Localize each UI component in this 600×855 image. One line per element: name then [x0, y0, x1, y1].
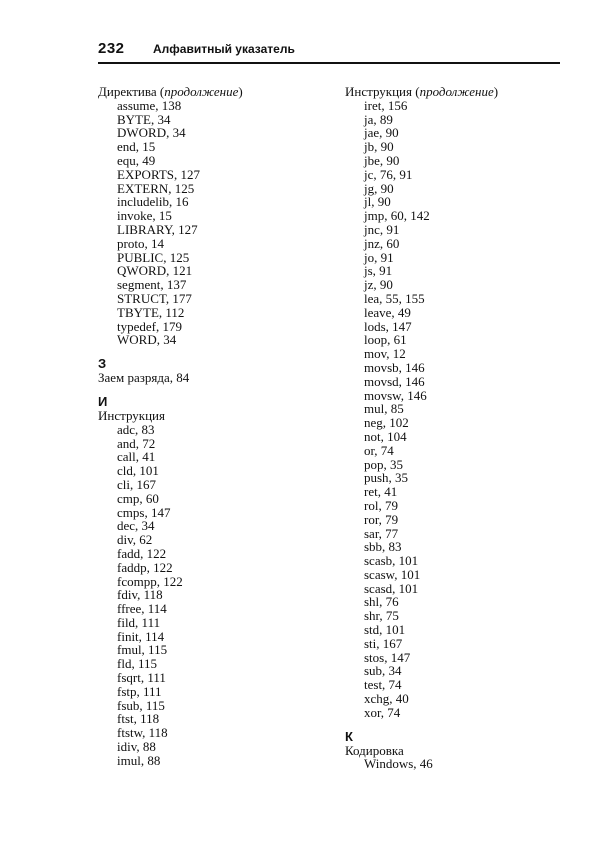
index-subentry: DWORD, 34: [117, 125, 186, 141]
index-subentry: WORD, 34: [117, 332, 177, 348]
index-subentry: Windows, 46: [364, 756, 433, 772]
index-subentry: movsd, 146: [364, 373, 425, 389]
index-subentry: shr, 75: [364, 608, 399, 624]
index-subentry: scasd, 101: [364, 580, 419, 596]
index-subentry: not, 104: [364, 428, 407, 444]
index-subentry: js, 91: [364, 263, 393, 279]
index-term: Директива: [98, 84, 157, 99]
continuation-note: продолжение: [419, 84, 494, 99]
index-entry: Инструкция: [98, 407, 165, 423]
index-subentry: jg, 90: [364, 180, 394, 196]
index-entry-continued: Директива (продолжение): [98, 84, 243, 99]
index-subentry: fstp, 111: [117, 683, 162, 699]
index-subentry: cld, 101: [117, 463, 159, 479]
index-subentry: rol, 79: [364, 497, 398, 513]
index-subentry: jbe, 90: [364, 152, 400, 168]
index-subentry: cli, 167: [117, 476, 156, 492]
index-subentry: sti, 167: [364, 635, 403, 651]
continuation-note: продолжение: [164, 84, 239, 99]
index-subentry: ftst, 118: [117, 711, 160, 727]
page-number: 232: [98, 40, 125, 57]
index-entry: Заем разряда, 84: [98, 370, 190, 386]
index-subentry: and, 72: [117, 435, 156, 451]
index-subentry: fmul, 115: [117, 642, 168, 658]
index-subentry: proto, 14: [117, 235, 164, 251]
index-subentry: loop, 61: [364, 332, 407, 348]
index-subentry: segment, 137: [117, 277, 187, 293]
index-subentry: fcompp, 122: [117, 573, 183, 589]
index-subentry: jc, 76, 91: [364, 166, 413, 182]
index-subentry: scasw, 101: [364, 566, 421, 582]
index-subentry: fsqrt, 111: [117, 670, 166, 686]
index-subentry: EXTERN, 125: [117, 180, 195, 196]
index-subentry: jo, 91: [364, 249, 394, 265]
index-subentry: typedef, 179: [117, 318, 182, 334]
index-subentry: neg, 102: [364, 415, 409, 431]
page-header: [98, 38, 560, 64]
index-subentry: jnz, 60: [364, 235, 400, 251]
index-subentry: shl, 76: [364, 594, 399, 610]
index-subentry: ror, 79: [364, 511, 399, 527]
index-subentry: sub, 34: [364, 663, 402, 679]
index-entry: Кодировка: [345, 742, 404, 758]
index-subentry: sar, 77: [364, 525, 399, 541]
index-subentry: jl, 90: [364, 194, 391, 210]
index-subentry: jnc, 91: [364, 221, 400, 237]
index-subentry: TBYTE, 112: [117, 304, 185, 320]
index-subentry: mov, 12: [364, 346, 406, 362]
index-subentry: fdiv, 118: [117, 587, 163, 603]
index-subentry: movsw, 146: [364, 387, 427, 403]
index-subentry: fld, 115: [117, 656, 157, 672]
index-subentry: fild, 111: [117, 614, 161, 630]
index-subentry: scasb, 101: [364, 553, 419, 569]
index-subentry: leave, 49: [364, 304, 411, 320]
index-subentry: jmp, 60, 142: [364, 208, 430, 224]
index-subentry: adc, 83: [117, 421, 155, 437]
index-subentry: xor, 74: [364, 704, 401, 720]
index-subentry: equ, 49: [117, 152, 156, 168]
index-subentry: end, 15: [117, 139, 156, 155]
index-subentry: ja, 89: [364, 111, 393, 127]
index-subentry: pop, 35: [364, 456, 403, 472]
index-column-left: [98, 85, 328, 768]
index-subentry: STRUCT, 177: [117, 290, 192, 306]
index-letter-heading: З: [98, 356, 107, 372]
index-subentry: assume, 138: [117, 97, 182, 113]
index-subentry: finit, 114: [117, 628, 165, 644]
index-term: Инструкция: [345, 84, 412, 99]
index-column-right: [345, 85, 560, 771]
index-subentry: ftstw, 118: [117, 725, 168, 741]
index-subentry: invoke, 15: [117, 208, 172, 224]
index-subentry: std, 101: [364, 622, 406, 638]
index-subentry: lea, 55, 155: [364, 290, 425, 306]
index-subentry: PUBLIC, 125: [117, 249, 190, 265]
index-subentry: BYTE, 34: [117, 111, 171, 127]
index-subentry: stos, 147: [364, 649, 411, 665]
index-subentry: jae, 90: [364, 125, 399, 141]
index-subentry: ffree, 114: [117, 601, 167, 617]
index-subentry: sbb, 83: [364, 539, 402, 555]
index-subentry: jz, 90: [364, 277, 393, 293]
index-subentry: ret, 41: [364, 484, 398, 500]
index-subentry: idiv, 88: [117, 739, 156, 755]
index-subentry: iret, 156: [364, 97, 408, 113]
index-letter-heading: К: [345, 728, 353, 744]
index-subentry: faddp, 122: [117, 559, 173, 575]
index-entry-continued: Инструкция (продолжение): [345, 84, 499, 99]
index-subentry: or, 74: [364, 442, 394, 458]
index-subentry: test, 74: [364, 677, 402, 693]
index-subentry: div, 62: [117, 532, 153, 548]
index-subentry: push, 35: [364, 470, 409, 486]
running-title: Алфавитный указатель: [153, 42, 295, 56]
index-subentry: lods, 147: [364, 318, 412, 334]
index-letter-heading: И: [98, 393, 108, 409]
index-subentry: call, 41: [117, 449, 156, 465]
index-subentry: cmp, 60: [117, 490, 159, 506]
index-subentry: LIBRARY, 127: [117, 221, 198, 237]
index-subentry: EXPORTS, 127: [117, 166, 201, 182]
index-subentry: dec, 34: [117, 518, 155, 534]
index-subentry: jb, 90: [364, 139, 394, 155]
index-subentry: mul, 85: [364, 401, 404, 417]
index-subentry: xchg, 40: [364, 691, 409, 707]
index-subentry: fsub, 115: [117, 697, 165, 713]
index-subentry: cmps, 147: [117, 504, 171, 520]
index-subentry: fadd, 122: [117, 545, 167, 561]
index-subentry: movsb, 146: [364, 359, 425, 375]
index-subentry: QWORD, 121: [117, 263, 193, 279]
index-subentry: imul, 88: [117, 752, 161, 768]
index-subentry: includelib, 16: [117, 194, 189, 210]
